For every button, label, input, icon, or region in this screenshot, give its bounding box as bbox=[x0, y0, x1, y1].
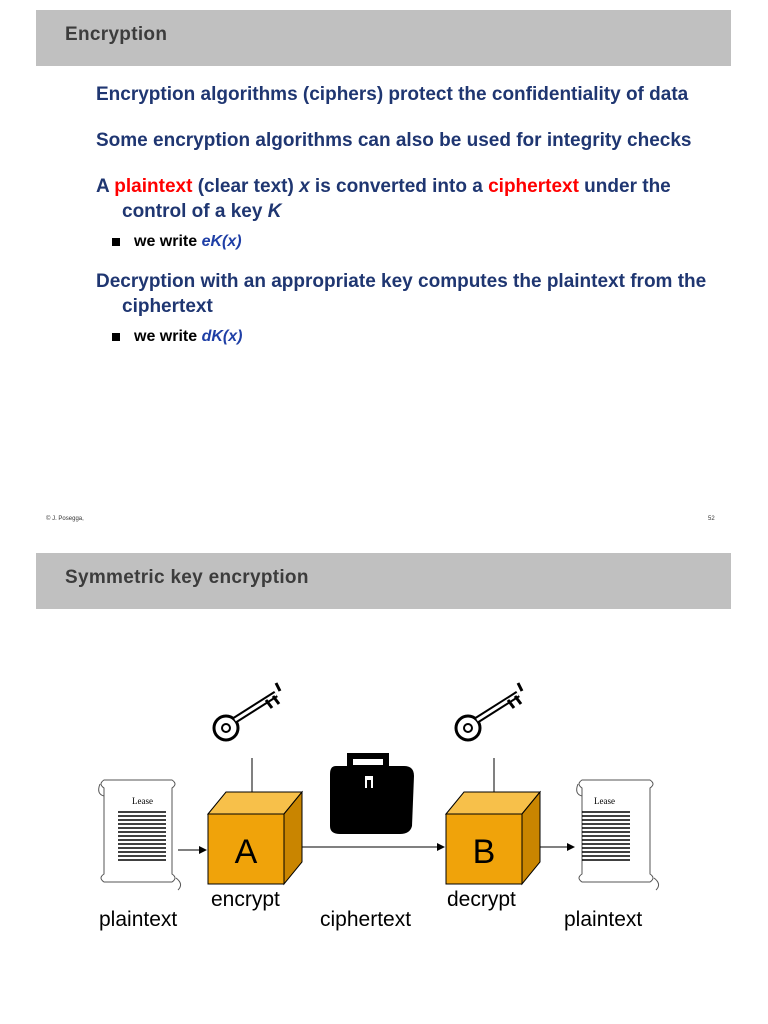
cipher-box-b bbox=[446, 792, 540, 884]
page-number: 52 bbox=[708, 516, 715, 522]
document-scroll-icon bbox=[99, 780, 181, 890]
footer-copyright: © J. Posegga, bbox=[46, 516, 84, 522]
label-plaintext: plaintext bbox=[99, 908, 178, 931]
svg-text:A: A bbox=[234, 833, 258, 871]
bullet-item: Some encryption algorithms can also be used for integrity checks bbox=[96, 130, 692, 151]
variable-k: K bbox=[267, 201, 282, 222]
label-decrypt: decrypt bbox=[447, 888, 516, 911]
briefcase-icon bbox=[330, 756, 414, 834]
svg-text:Lease: Lease bbox=[594, 796, 615, 806]
term-plaintext: plaintext bbox=[114, 176, 193, 197]
sub-bullet: we write eK(x) bbox=[112, 231, 716, 253]
svg-text:Lease: Lease bbox=[132, 796, 153, 806]
bullet-item: Encryption algorithms (ciphers) protect the confidentiality of data bbox=[96, 84, 689, 105]
variable-x: x bbox=[299, 176, 310, 197]
bullet-item: Decryption with an appropriate key computes the plaintext from the ciphertext bbox=[96, 271, 707, 317]
formula-decrypt: dK(x) bbox=[201, 328, 243, 345]
document-scroll-icon bbox=[577, 780, 659, 890]
formula-encrypt: eK(x) bbox=[201, 233, 242, 250]
label-encrypt: encrypt bbox=[211, 888, 280, 911]
bullet-list bbox=[96, 82, 716, 364]
key-icon bbox=[456, 683, 522, 740]
slide-symmetric-key bbox=[0, 540, 768, 1024]
slide-header bbox=[36, 10, 731, 66]
bullet-item: A plaintext (clear text) x is converted into a ciphertext under the control of a key K bbox=[96, 176, 671, 222]
term-ciphertext: ciphertext bbox=[488, 176, 579, 197]
label-ciphertext: ciphertext bbox=[320, 908, 412, 931]
slide-title: Encryption bbox=[65, 24, 168, 45]
key-icon bbox=[214, 683, 280, 740]
slide-title: Symmetric key encryption bbox=[65, 567, 309, 588]
sub-bullet: we write dK(x) bbox=[112, 326, 716, 348]
symmetric-encryption-diagram bbox=[0, 540, 768, 1024]
svg-text:B: B bbox=[472, 833, 496, 871]
cipher-box-a bbox=[208, 792, 302, 884]
label-plaintext: plaintext bbox=[564, 908, 643, 931]
